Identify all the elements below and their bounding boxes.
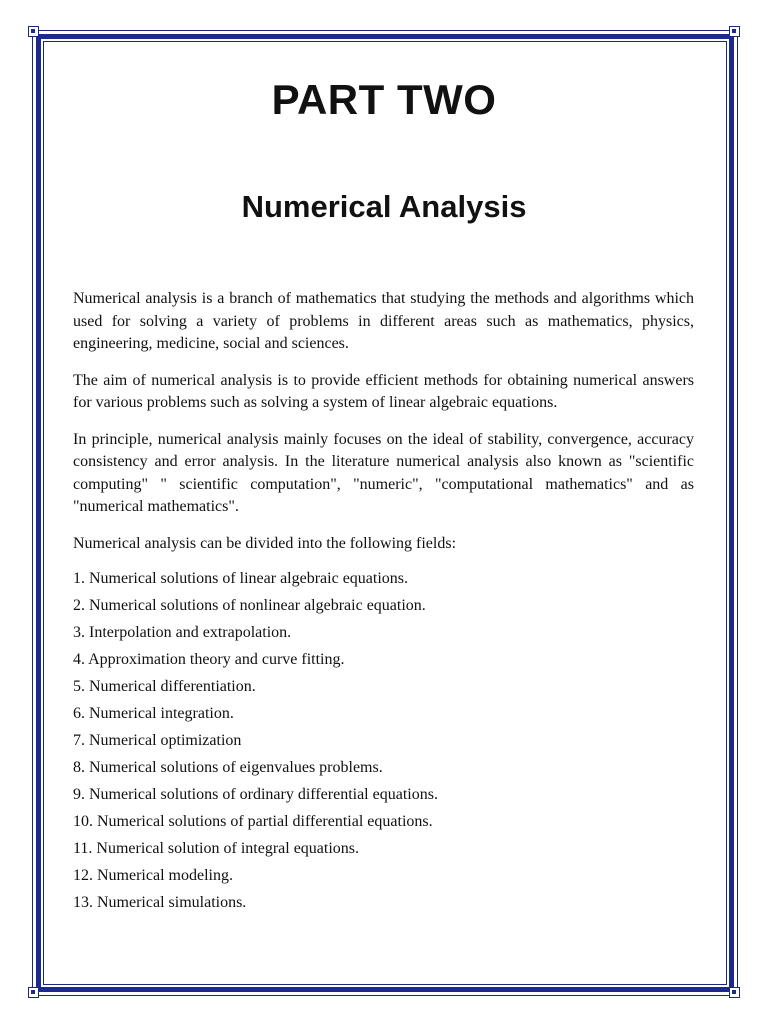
list-item: 3. Interpolation and extrapolation. bbox=[73, 624, 292, 641]
paragraph-aim: The aim of numerical analysis is to provide efficient methods for obtaining numerical answers for various problems such as solving a system of linear algebraic equations. bbox=[73, 371, 694, 411]
list-item: 1. Numerical solutions of linear algebraic equations. bbox=[73, 570, 409, 587]
corner-ornament-bottom-right bbox=[729, 987, 740, 998]
list-item: 6. Numerical integration. bbox=[73, 705, 234, 722]
list-item: 9. Numerical solutions of ordinary differential equations. bbox=[73, 786, 438, 803]
corner-ornament-top-right bbox=[729, 26, 740, 37]
list-item: 11. Numerical solution of integral equations. bbox=[73, 840, 360, 857]
document-body bbox=[73, 288, 694, 916]
corner-ornament-top-left bbox=[28, 26, 39, 37]
paragraph-principle: In principle, numerical analysis mainly focuses on the ideal of stability, convergence, accuracy consistency and error analysis. In the literature numerical analysis also known as "scientific computing" " scientific computation", "numeric", "computational mathematics" and as "numerical mathematics". bbox=[73, 430, 694, 515]
list-item: 10. Numerical solutions of partial differential equations. bbox=[73, 813, 433, 830]
list-item: 2. Numerical solutions of nonlinear algebraic equation. bbox=[73, 597, 426, 614]
paragraph-fields-intro: Numerical analysis can be divided into the following fields: bbox=[73, 534, 457, 552]
corner-ornament-bottom-left bbox=[28, 987, 39, 998]
list-item: 4. Approximation theory and curve fitting. bbox=[73, 651, 345, 668]
paragraph-definition: Numerical analysis is a branch of mathematics that studying the methods and algorithms which used for solving a variety of problems in different areas such as mathematics, physics, engineering, medicine, social and sciences. bbox=[73, 290, 694, 352]
list-item: 12. Numerical modeling. bbox=[73, 867, 233, 884]
list-item: 13. Numerical simulations. bbox=[73, 894, 247, 911]
list-item: 7. Numerical optimization bbox=[73, 732, 242, 749]
list-item: 5. Numerical differentiation. bbox=[73, 678, 256, 695]
section-title: Numerical Analysis bbox=[241, 189, 527, 224]
list-item: 8. Numerical solutions of eigenvalues problems. bbox=[73, 759, 383, 776]
page-title: PART TWO bbox=[271, 76, 497, 123]
fields-list bbox=[73, 565, 694, 916]
